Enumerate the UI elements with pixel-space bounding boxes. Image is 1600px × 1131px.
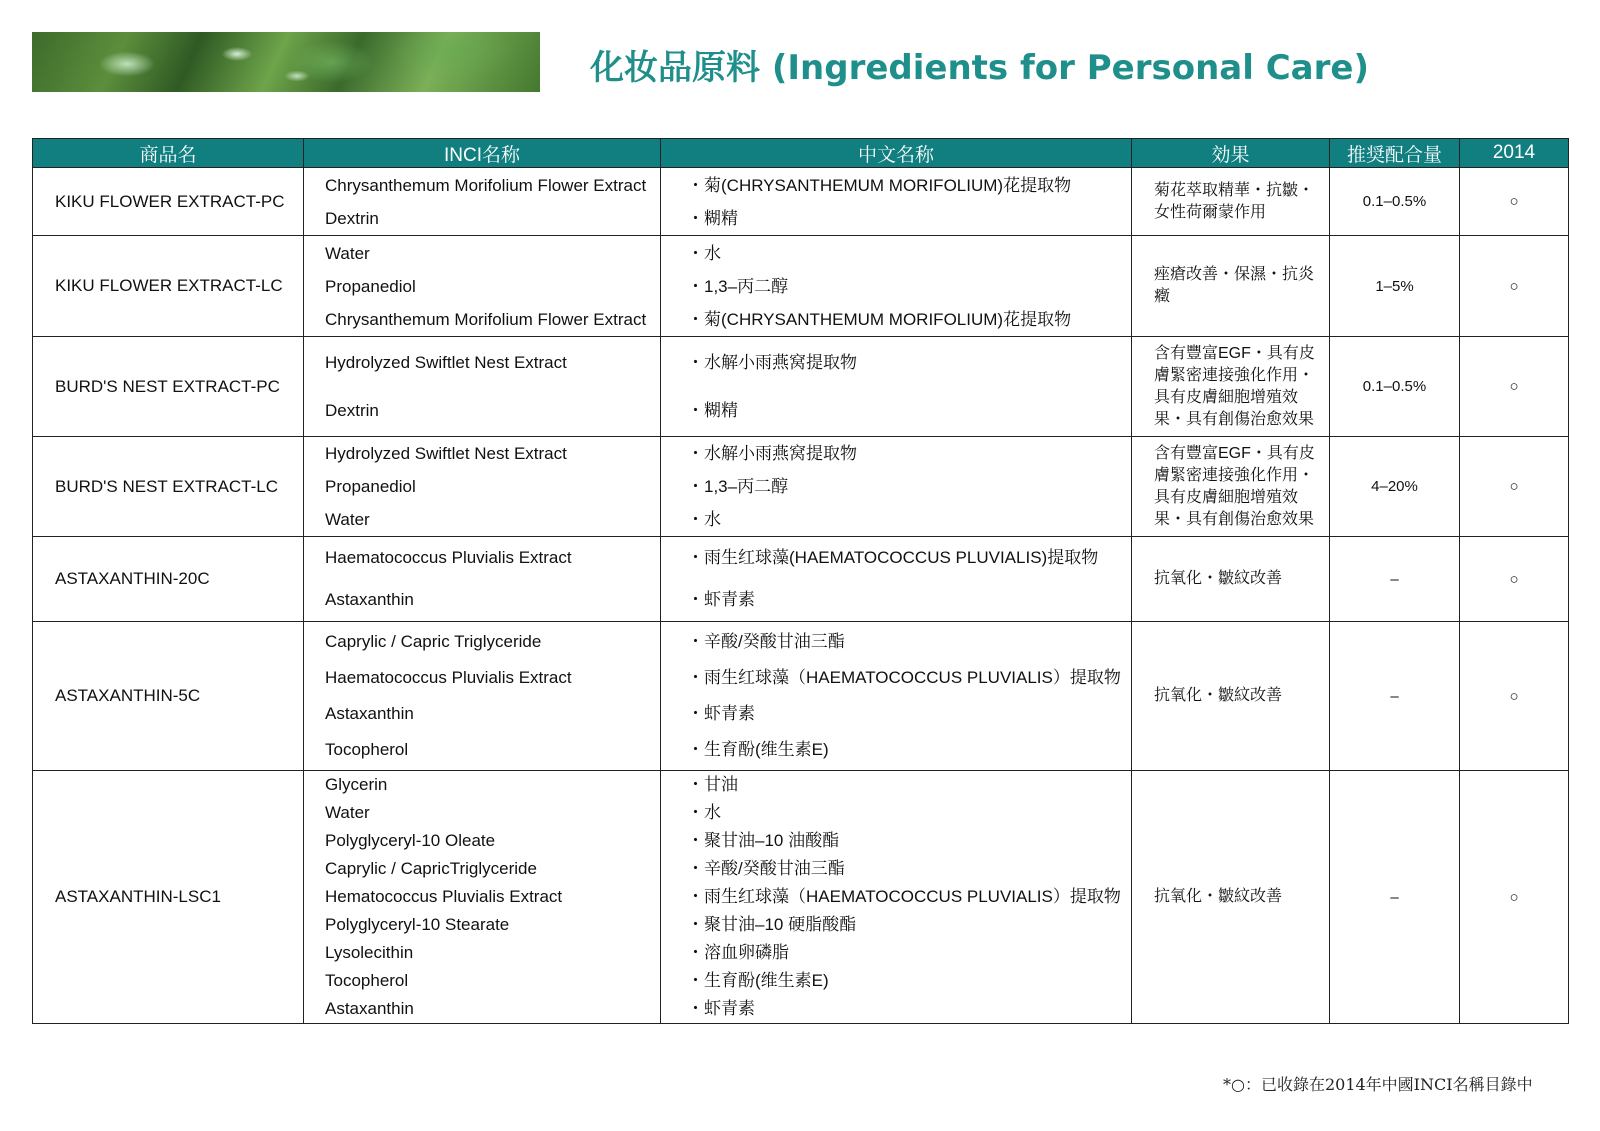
inci-name-line: Chrysanthemum Morifolium Flower Extract bbox=[325, 175, 647, 195]
inci-name-line: Polyglyceryl-10 Oleate bbox=[325, 831, 496, 850]
dosage-cell: – bbox=[1330, 771, 1460, 1024]
table-header-row bbox=[33, 139, 1569, 168]
effect-cell: 抗氧化・皺紋改善 bbox=[1132, 537, 1330, 622]
effect-cell: 痤瘡改善・保濕・抗炎癥 bbox=[1132, 236, 1330, 337]
dosage-cell: 1–5% bbox=[1330, 236, 1460, 337]
chinese-name-line: ・辛酸/癸酸甘油三酯 bbox=[687, 859, 845, 878]
column-header-chinese-name: 中文名称 bbox=[661, 139, 1132, 168]
chinese-name-cell bbox=[661, 622, 1132, 771]
table-body bbox=[33, 168, 1569, 1024]
chinese-name-cell bbox=[661, 236, 1132, 337]
page-title: 化妆品原料 (Ingredients for Personal Care) bbox=[590, 48, 1369, 88]
inci-name-cell bbox=[304, 437, 661, 537]
column-header-effect: 効果 bbox=[1132, 139, 1330, 168]
column-header-2014: 2014 bbox=[1460, 139, 1569, 168]
inci-name-line: Polyglyceryl-10 Stearate bbox=[325, 915, 510, 934]
inci-name-cell bbox=[304, 236, 661, 337]
chinese-name-line: ・水 bbox=[687, 510, 721, 529]
chinese-name-cell bbox=[661, 337, 1132, 437]
column-header-inci-name: INCI名称 bbox=[304, 139, 661, 168]
chinese-name-line: ・水 bbox=[687, 243, 721, 263]
inci-name-line: Tocopherol bbox=[325, 740, 409, 759]
chinese-name-line: ・雨生红球藻（HAEMATOCOCCUS PLUVIALIS）提取物 bbox=[687, 887, 1121, 906]
chinese-name-line: ・聚甘油–10 硬脂酸酯 bbox=[687, 915, 857, 934]
table-row bbox=[33, 337, 1569, 437]
table-row bbox=[33, 771, 1569, 1024]
inci-name-cell bbox=[304, 771, 661, 1024]
chinese-name-line: ・虾青素 bbox=[687, 590, 755, 609]
inci-name-line: Water bbox=[325, 243, 370, 263]
chinese-name-line: ・生育酚(维生素E) bbox=[687, 740, 829, 759]
product-name-cell: ASTAXANTHIN-LSC1 bbox=[33, 771, 304, 1024]
product-name-cell: KIKU FLOWER EXTRACT-LC bbox=[33, 236, 304, 337]
product-name-cell: ASTAXANTHIN-20C bbox=[33, 537, 304, 622]
effect-cell: 抗氧化・皺紋改善 bbox=[1132, 622, 1330, 771]
chinese-name-line: ・溶血卵磷脂 bbox=[687, 943, 789, 962]
chinese-name-line: ・水解小雨燕窝提取物 bbox=[687, 352, 857, 372]
table-row bbox=[33, 168, 1569, 236]
chinese-name-line: ・菊(CHRYSANTHEMUM MORIFOLIUM)花提取物 bbox=[687, 309, 1072, 329]
chinese-name-line: ・水 bbox=[687, 803, 721, 822]
leaf-banner-image bbox=[32, 32, 540, 92]
inci-name-line: Astaxanthin bbox=[325, 999, 414, 1018]
table-row bbox=[33, 622, 1569, 771]
inci-name-line: Propanediol bbox=[325, 276, 416, 296]
effect-cell: 含有豐富EGF・具有皮膚緊密連接強化作用・具有皮膚細胞增殖效果・具有創傷治愈效果 bbox=[1132, 437, 1330, 537]
chinese-name-line: ・雨生红球藻(HAEMATOCOCCUS PLUVIALIS)提取物 bbox=[687, 548, 1099, 567]
chinese-name-line: ・菊(CHRYSANTHEMUM MORIFOLIUM)花提取物 bbox=[687, 175, 1072, 195]
dosage-cell: – bbox=[1330, 622, 1460, 771]
listed-2014-cell: ○ bbox=[1460, 236, 1569, 337]
product-name-cell: BURD'S NEST EXTRACT-PC bbox=[33, 337, 304, 437]
product-name-cell: BURD'S NEST EXTRACT-LC bbox=[33, 437, 304, 537]
inci-name-line: Water bbox=[325, 510, 370, 529]
inci-name-line: Propanediol bbox=[325, 477, 416, 496]
inci-name-line: Hydrolyzed Swiftlet Nest Extract bbox=[325, 444, 567, 463]
inci-name-line: Dextrin bbox=[325, 208, 379, 228]
dosage-cell: 0.1–0.5% bbox=[1330, 168, 1460, 236]
chinese-name-line: ・辛酸/癸酸甘油三酯 bbox=[687, 632, 845, 651]
inci-name-cell bbox=[304, 168, 661, 236]
inci-name-cell bbox=[304, 537, 661, 622]
effect-cell: 含有豐富EGF・具有皮膚緊密連接強化作用・具有皮膚細胞增殖效果・具有創傷治愈效果 bbox=[1132, 337, 1330, 437]
dosage-cell: 0.1–0.5% bbox=[1330, 337, 1460, 437]
inci-name-line: Lysolecithin bbox=[325, 943, 414, 962]
ingredients-table bbox=[32, 138, 1569, 1024]
inci-name-line: Water bbox=[325, 803, 370, 822]
chinese-name-line: ・甘油 bbox=[687, 775, 738, 794]
inci-name-line: Astaxanthin bbox=[325, 590, 414, 609]
inci-name-line: Hematococcus Pluvialis Extract bbox=[325, 887, 563, 906]
dosage-cell: – bbox=[1330, 537, 1460, 622]
inci-name-line: Caprylic / Capric Triglyceride bbox=[325, 632, 542, 651]
chinese-name-line: ・1,3–丙二醇 bbox=[687, 276, 789, 296]
chinese-name-line: ・糊精 bbox=[687, 400, 738, 420]
inci-name-line: Astaxanthin bbox=[325, 704, 414, 723]
listed-2014-cell: ○ bbox=[1460, 771, 1569, 1024]
chinese-name-cell bbox=[661, 168, 1132, 236]
chinese-name-line: ・1,3–丙二醇 bbox=[687, 477, 789, 496]
footnote: *○：已收錄在2014年中國INCI名稱目錄中 bbox=[1223, 1075, 1533, 1094]
listed-2014-cell: ○ bbox=[1460, 437, 1569, 537]
listed-2014-cell: ○ bbox=[1460, 622, 1569, 771]
inci-name-cell bbox=[304, 337, 661, 437]
table-row bbox=[33, 437, 1569, 537]
chinese-name-line: ・水解小雨燕窝提取物 bbox=[687, 444, 857, 463]
table-row bbox=[33, 236, 1569, 337]
column-header-product-name: 商品名 bbox=[33, 139, 304, 168]
chinese-name-line: ・虾青素 bbox=[687, 704, 755, 723]
inci-name-line: Haematococcus Pluvialis Extract bbox=[325, 668, 572, 687]
inci-name-line: Haematococcus Pluvialis Extract bbox=[325, 548, 572, 567]
inci-name-line: Glycerin bbox=[325, 775, 388, 794]
effect-cell: 抗氧化・皺紋改善 bbox=[1132, 771, 1330, 1024]
listed-2014-cell: ○ bbox=[1460, 337, 1569, 437]
chinese-name-line: ・雨生红球藻（HAEMATOCOCCUS PLUVIALIS）提取物 bbox=[687, 668, 1121, 687]
inci-name-line: Tocopherol bbox=[325, 971, 409, 990]
inci-name-line: Caprylic / CapricTriglyceride bbox=[325, 859, 537, 878]
chinese-name-cell bbox=[661, 437, 1132, 537]
listed-2014-cell: ○ bbox=[1460, 537, 1569, 622]
chinese-name-cell bbox=[661, 771, 1132, 1024]
product-name-cell: KIKU FLOWER EXTRACT-PC bbox=[33, 168, 304, 236]
inci-name-cell bbox=[304, 622, 661, 771]
product-name-cell: ASTAXANTHIN-5C bbox=[33, 622, 304, 771]
chinese-name-line: ・聚甘油–10 油酸酯 bbox=[687, 831, 840, 850]
chinese-name-line: ・虾青素 bbox=[687, 999, 755, 1018]
listed-2014-cell: ○ bbox=[1460, 168, 1569, 236]
column-header-dosage: 推奨配合量 bbox=[1330, 139, 1460, 168]
chinese-name-line: ・生育酚(维生素E) bbox=[687, 971, 829, 990]
chinese-name-line: ・糊精 bbox=[687, 208, 738, 228]
inci-name-line: Hydrolyzed Swiftlet Nest Extract bbox=[325, 352, 567, 372]
ingredients-table-wrapper bbox=[32, 138, 1568, 1024]
effect-cell: 菊花萃取精華・抗皺・女性荷爾蒙作用 bbox=[1132, 168, 1330, 236]
inci-name-line: Chrysanthemum Morifolium Flower Extract bbox=[325, 309, 647, 329]
chinese-name-cell bbox=[661, 537, 1132, 622]
table-row bbox=[33, 537, 1569, 622]
dosage-cell: 4–20% bbox=[1330, 437, 1460, 537]
inci-name-line: Dextrin bbox=[325, 400, 379, 420]
